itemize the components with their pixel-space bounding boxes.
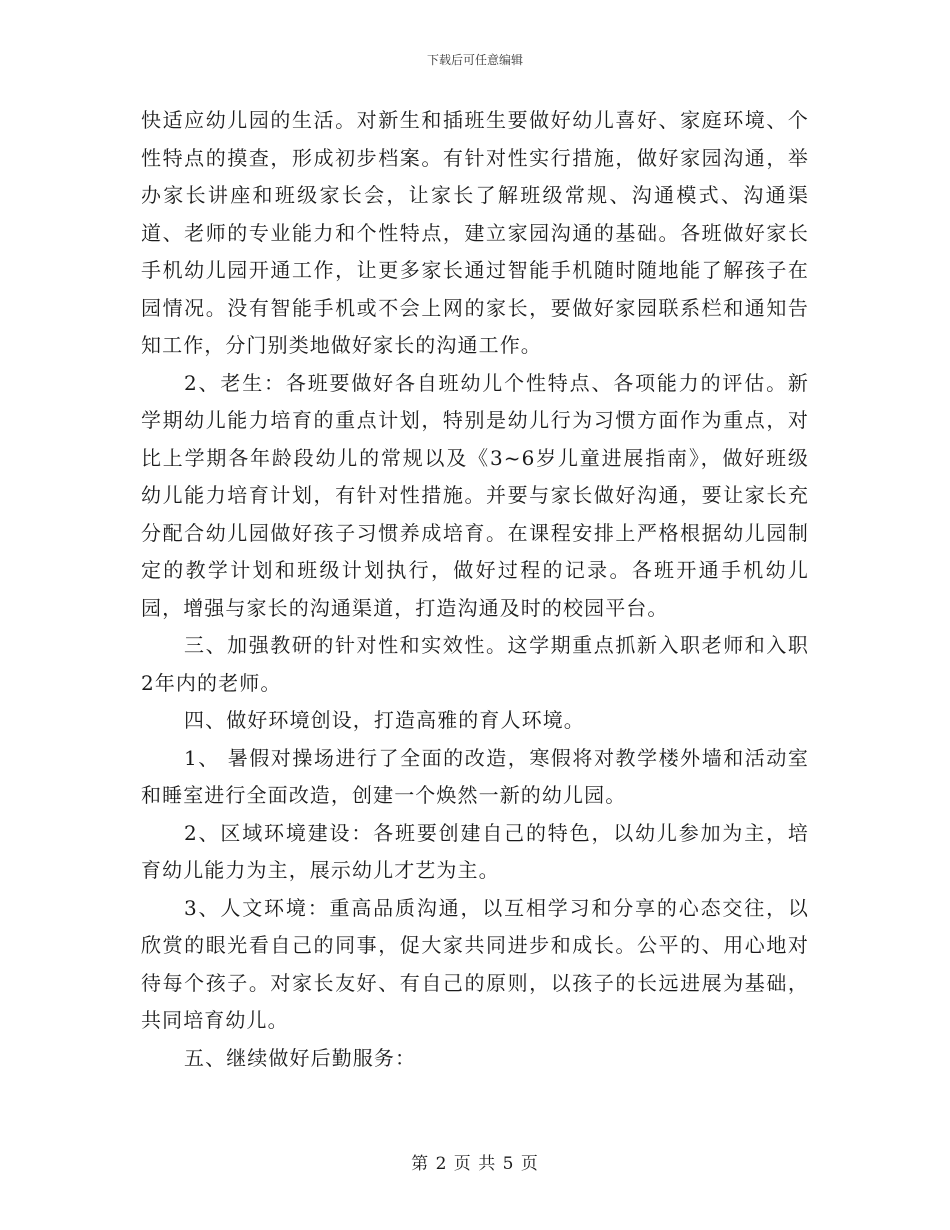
page-header: 下载后可任意编辑	[426, 53, 523, 67]
paragraph-item-two: 2、区域环境建设：各班要创建自己的特色，以幼儿参加为主，培育幼儿能力为主，展示幼儿才艺为主。	[141, 820, 809, 882]
paragraph-item-one: 1、 暑假对操场进行了全面的改造，寒假将对教学楼外墙和活动室和睡室进行全面改造，创建一个焕然一新的幼儿园。	[141, 745, 809, 807]
paragraph-section-five: 五、继续做好后勤服务：	[184, 1045, 417, 1070]
paragraph-item-three: 3、人文环境：重高品质沟通，以互相学习和分享的心态交往，以欣赏的眼光看自己的同事，促大家共同进步和成长。公平的、用心地对待每个孩子。对家长友好、有自己的原则，以孩子的长远进展为基础，共同培育幼儿。	[141, 895, 809, 1032]
paragraph-returning-students: 2、老生：各班要做好各自班幼儿个性特点、各项能力的评估。新学期幼儿能力培育的重点计划，特别是幼儿行为习惯方面作为重点，对比上学期各年龄段幼儿的常规以及《3~6岁儿童进展指南》，做好班级幼儿能力培育计划，有针对性措施。并要与家长做好沟通，要让家长充分配合幼儿园做好孩子习惯养成培育。在课程安排上严格根据幼儿园制定的教学计划和班级计划执行，做好过程的记录。各班开通手机幼儿园，增强与家长的沟通渠道，打造沟通及时的校园平台。	[141, 370, 809, 620]
paragraph-section-four: 四、做好环境创设，打造高雅的育人环境。	[184, 708, 585, 732]
paragraph-section-three: 三、加强教研的针对性和实效性。这学期重点抓新入职老师和入职2年内的老师。	[141, 633, 809, 695]
page-number-footer: 第 2 页 共 5 页	[411, 1154, 539, 1174]
document-body	[141, 102, 809, 1077]
paragraph-intro-continued: 快适应幼儿园的生活。对新生和插班生要做好幼儿喜好、家庭环境、个性特点的摸查，形成初步档案。有针对性实行措施，做好家园沟通，举办家长讲座和班级家长会，让家长了解班级常规、沟通模式、沟通渠道、老师的专业能力和个性特点，建立家园沟通的基础。各班做好家长手机幼儿园开通工作，让更多家长通过智能手机随时随地能了解孩子在园情况。没有智能手机或不会上网的家长，要做好家园联系栏和通知告知工作，分门别类地做好家长的沟通工作。	[141, 108, 809, 357]
